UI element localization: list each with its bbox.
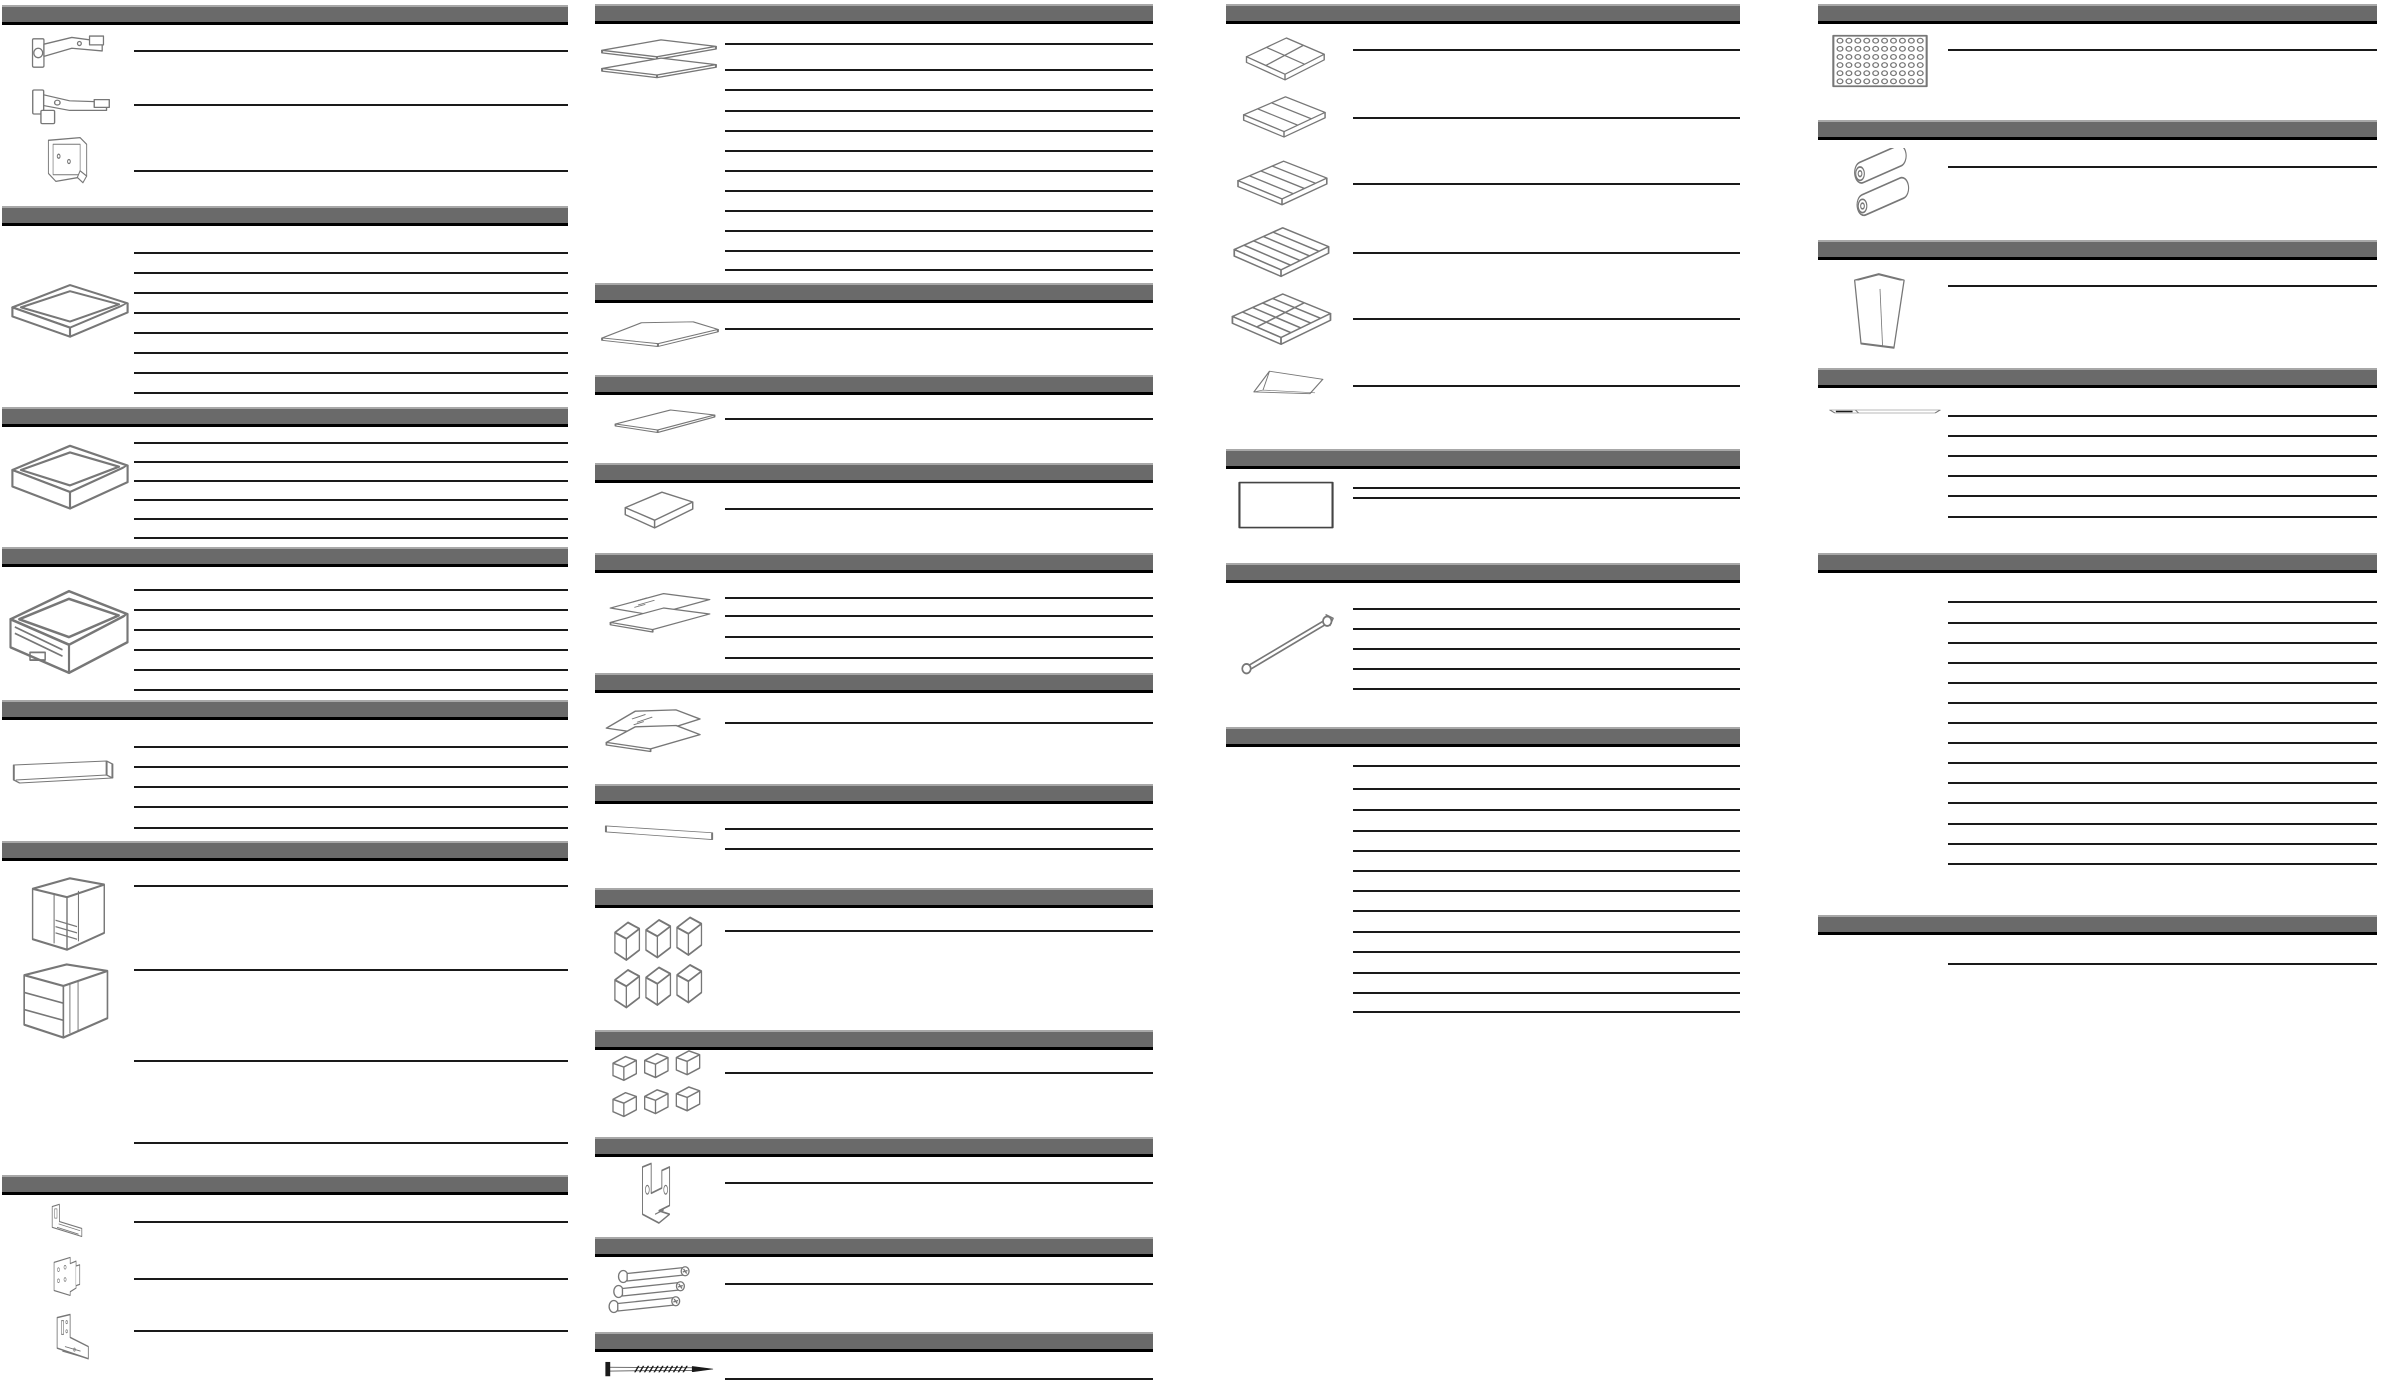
price-rule-line [134,746,568,748]
price-rule-line [134,170,568,172]
drawer-medium-icon [6,437,134,525]
price-rule-line [134,272,568,274]
price-rule-line [134,480,568,482]
price-rule-line [1353,487,1740,489]
tray-3-icon [1240,92,1328,140]
price-rule-line [725,69,1153,71]
bracket-corner-icon [45,1313,97,1374]
price-rule-line [1948,682,2377,684]
price-rule-line [134,766,568,768]
price-rule-line [134,332,568,334]
price-rule-line [1353,252,1740,254]
price-rule-line [725,828,1153,830]
legs-b-icon [608,1049,708,1125]
hinge-side-icon [30,84,112,132]
price-rule-line [1948,435,2377,437]
price-rule-line [725,150,1153,152]
price-rule-line [134,969,568,971]
price-rule-line [725,89,1153,91]
price-rule-line [725,170,1153,172]
price-rule-line [1353,385,1740,387]
price-rule-line [725,1182,1153,1184]
price-rule-line [1948,601,2377,603]
price-rule-line [725,230,1153,232]
section-header-bar-rolled-mats [1818,120,2377,140]
section-header-bar-drawer-low [2,206,568,226]
price-rule-line [1353,951,1740,953]
section-header-bar-cover-panel [1226,449,1740,469]
section-header-bar-drawer-high [2,547,568,567]
price-rule-line [1353,183,1740,185]
price-rule-line [1353,931,1740,933]
price-rule-line [725,110,1153,112]
section-header-bar-legs-set-b [595,1030,1153,1050]
price-rule-line [134,1221,568,1223]
price-rule-line [1948,802,2377,804]
section-header-bar-pegboard [1818,4,2377,24]
drawer-high-icon [4,581,134,683]
price-rule-line [1353,830,1740,832]
price-rule-line [1353,809,1740,811]
drawer-low-icon [6,277,134,358]
price-rule-line [1948,455,2377,457]
price-rule-line [1948,49,2377,51]
glass-shelves-icon [605,590,715,638]
price-rule-line [725,657,1153,659]
price-rule-line [1353,49,1740,51]
price-rule-line [134,312,568,314]
price-rule-line [1948,642,2377,644]
mats-icon [1844,148,1918,224]
price-rule-line [1948,475,2377,477]
price-rule-line [134,104,568,106]
bracket-l-icon [45,1202,93,1248]
price-rule-line [725,597,1153,599]
price-rule-line [134,461,568,463]
price-rule-line [1948,415,2377,417]
price-rule-line [725,508,1153,510]
section-header-bar-small-shelf [595,463,1153,483]
corner-shelf-icon [598,318,722,356]
price-rule-line [1948,702,2377,704]
price-rule-line [134,786,568,788]
section-header-bar-knife-tray [1818,368,2377,388]
price-rule-line [1353,992,1740,994]
section-header-bar-hinges [2,5,568,25]
section-header-bar-screw [595,1332,1153,1352]
plinth-icon [602,820,720,854]
wall-bracket-icon [628,1160,686,1230]
section-header-bar-drawer-medium [2,407,568,427]
price-rule-line [1353,318,1740,320]
price-rule-line [134,392,568,394]
section-header-bar-price-list [1226,727,1740,747]
price-rule-line [725,1283,1153,1285]
price-rule-line [134,669,568,671]
price-rule-line [134,1278,568,1280]
price-rule-line [1948,742,2377,744]
price-rule-line [134,827,568,829]
knife-tray-icon [1826,408,1944,428]
section-header-bar-plinth-strip [595,784,1153,804]
price-rule-line [725,210,1153,212]
price-rule-line [1353,870,1740,872]
price-rule-line [134,629,568,631]
pegboard-icon [1830,33,1930,89]
section-header-bar-shelves [595,4,1153,24]
small-shelf-icon [615,488,703,544]
tray-4-icon [1234,156,1330,208]
price-rule-line [134,499,568,501]
section-header-bar-corner-glass-shelf [595,673,1153,693]
price-rule-line [134,50,568,52]
cabinet-open-icon [24,872,110,956]
front-panel-icon [8,757,124,797]
legs-a-icon [610,915,708,1015]
section-header-bar-brackets [2,1175,568,1195]
price-rule-line [134,537,568,539]
price-rule-line [134,1330,568,1332]
section-header-bar-cutlery-trays [1226,4,1740,24]
price-rule-line [1353,850,1740,852]
screw-icon [602,1360,718,1386]
price-rule-line [1353,608,1740,610]
section-header-bar-drawer-front [2,700,568,720]
price-rule-line [134,518,568,520]
price-rule-line [134,1060,568,1062]
knife-block-icon [1250,364,1328,400]
price-rule-line [1948,166,2377,168]
price-rule-line [725,930,1153,932]
price-rule-line [1353,668,1740,670]
price-rule-line [725,722,1153,724]
price-rule-line [134,252,568,254]
price-rule-line [725,636,1153,638]
corner-glass-icon [603,706,705,758]
shelf-two-icon [598,36,720,88]
price-rule-line [1948,662,2377,664]
rect-outline-icon [1237,480,1335,530]
section-header-bar-thin-shelf [595,375,1153,395]
section-header-bar-corner-shelf [595,283,1153,303]
price-rule-line [134,352,568,354]
price-rule-line [1948,516,2377,518]
price-rule-line [725,328,1153,330]
price-rule-line [725,1072,1153,1074]
price-rule-line [1948,863,2377,865]
cabinet-drawers-icon [16,958,114,1044]
price-rule-line [1353,648,1740,650]
price-rule-line [134,649,568,651]
price-rule-line [725,1378,1153,1380]
tray-2-icon [1243,33,1327,83]
price-rule-line [1353,765,1740,767]
price-rule-line [1948,823,2377,825]
tray-5-icon [1230,222,1332,280]
rail-rod-icon [1238,605,1340,681]
section-header-bar-price-list [1818,553,2377,573]
price-rule-line [134,292,568,294]
price-rule-line [1353,628,1740,630]
price-rule-line [1353,117,1740,119]
price-rule-line [725,130,1153,132]
price-rule-line [1353,910,1740,912]
price-rule-line [134,689,568,691]
price-rule-line [1948,843,2377,845]
price-rule-line [1948,963,2377,965]
hinge-top-icon [30,28,106,82]
section-header-bar-rail [1226,563,1740,583]
price-rule-line [1948,762,2377,764]
damper-icon [40,135,96,188]
price-rule-line [1948,782,2377,784]
price-rule-line [725,615,1153,617]
price-rule-line [725,418,1153,420]
price-rule-line [1353,497,1740,499]
price-rule-line [725,269,1153,271]
bolts-icon [606,1263,700,1323]
price-rule-line [1948,622,2377,624]
section-header-bar-footer-item [1818,915,2377,935]
price-rule-line [1948,495,2377,497]
price-rule-line [134,885,568,887]
price-rule-line [725,43,1153,45]
price-rule-line [725,190,1153,192]
section-header-bar-waste-bin [1818,240,2377,260]
bracket-plate-icon [46,1255,90,1304]
bin-icon [1842,270,1918,354]
section-header-bar-wall-bracket [595,1137,1153,1157]
price-rule-line [134,442,568,444]
price-rule-line [134,1142,568,1144]
price-rule-line [134,589,568,591]
price-rule-line [1948,722,2377,724]
price-rule-line [1353,688,1740,690]
thin-shelf-icon [610,406,720,446]
price-rule-line [725,250,1153,252]
section-header-bar-glass-shelves [595,553,1153,573]
price-rule-line [134,806,568,808]
price-rule-line [134,372,568,374]
price-rule-line [1353,972,1740,974]
section-header-bar-connecting-bolts [595,1237,1153,1257]
section-header-bar-base-cabinets [2,841,568,861]
price-rule-line [1353,788,1740,790]
tray-6-icon [1228,288,1334,348]
price-rule-line [1353,890,1740,892]
price-rule-line [134,609,568,611]
price-rule-line [1948,285,2377,287]
price-rule-line [1353,1011,1740,1013]
price-rule-line [725,848,1153,850]
section-header-bar-legs-set-a [595,888,1153,908]
